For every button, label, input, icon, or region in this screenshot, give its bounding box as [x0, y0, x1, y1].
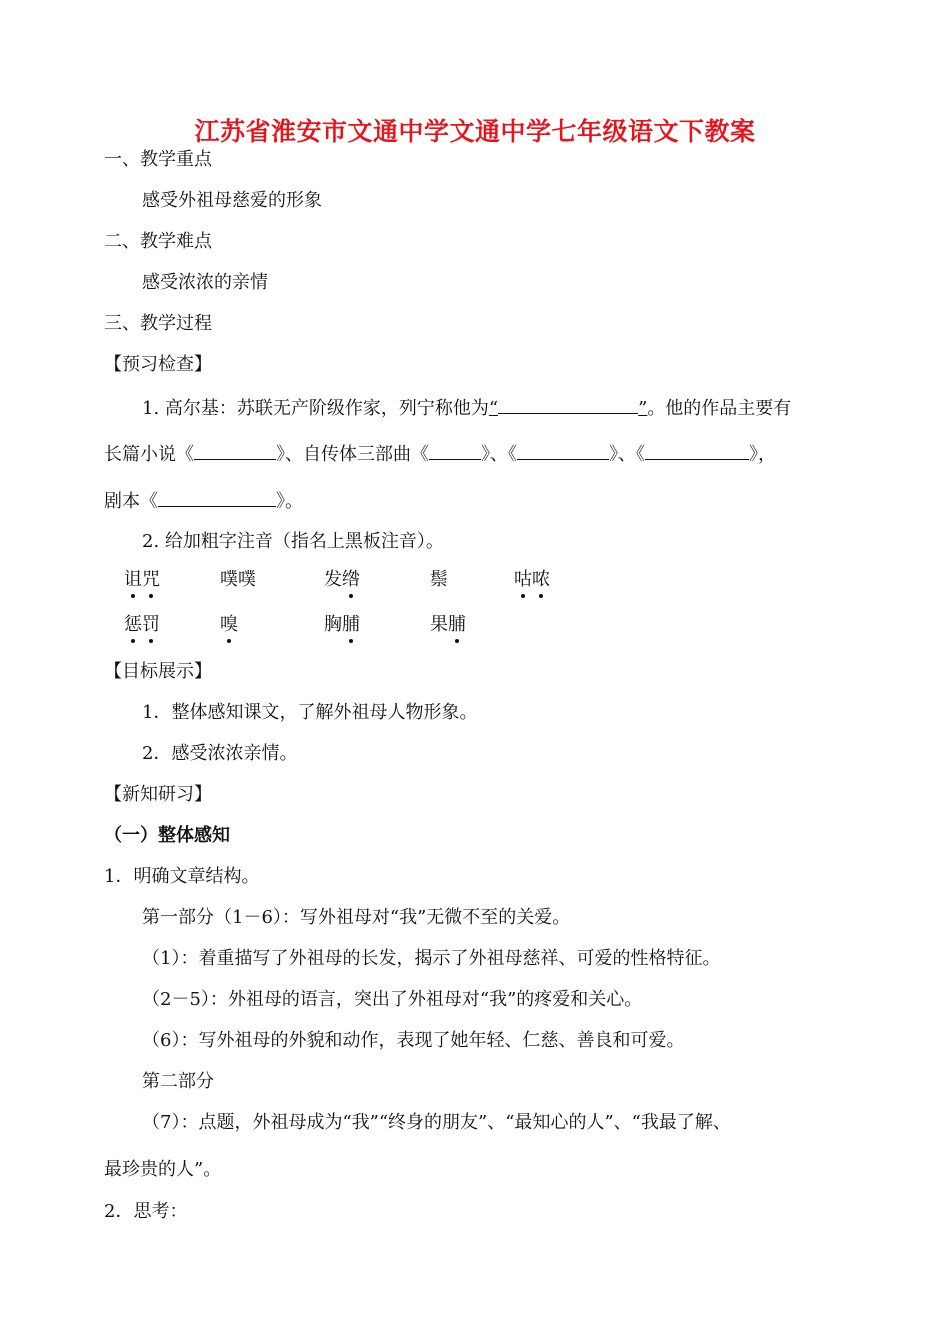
pinyin-word-8: 胸脯: [324, 614, 360, 635]
pinyin-word-1: 诅咒: [124, 569, 160, 590]
question-1-line-3: 剧本《 》。: [104, 488, 303, 514]
study-subheading: （一）整体感知: [104, 825, 230, 846]
study-point-1: 1．明确文章结构。: [104, 866, 260, 887]
blank-nickname[interactable]: [498, 395, 638, 414]
structure-part-1a: （1）：着重描写了外祖母的长发，揭示了外祖母慈祥、可爱的性格特征。: [142, 948, 721, 969]
key-points-content: 感受外祖母慈爱的形象: [142, 190, 322, 211]
difficulties-content: 感受浓浓的亲情: [142, 272, 268, 293]
pinyin-word-5: 咕哝: [514, 569, 550, 590]
question-1-line-1: 1. 高尔基：苏联无产阶级作家，列宁称他为“ ”。他的作品主要有: [142, 395, 791, 421]
structure-part-1: 第一部分（1－6）：写外祖母对“我”无微不至的关爱。: [142, 907, 571, 928]
goal-item: 1．整体感知课文，了解外祖母人物形象。: [142, 702, 478, 723]
question-2: 2. 给加粗字注音（指名上黑板注音）。: [142, 531, 444, 552]
pinyin-word-9: 果脯: [430, 614, 466, 635]
pinyin-word-4: 鬃: [430, 569, 448, 590]
structure-part-2b: 最珍贵的人”。: [104, 1159, 222, 1180]
document-title: 江苏省淮安市文通中学文通中学七年级语文下教案: [194, 117, 756, 146]
section-heading-key-points: 一、教学重点: [104, 149, 212, 170]
blank-play[interactable]: [158, 488, 276, 507]
study-point-2: 2．思考：: [104, 1201, 188, 1222]
study-heading: 【新知研习】: [104, 784, 212, 805]
structure-part-2: 第二部分: [142, 1071, 214, 1092]
blank-trilogy-3[interactable]: [645, 441, 749, 460]
pinyin-word-2: 噗噗: [220, 569, 256, 590]
question-1-line-2: 长篇小说《 》、自传体三部曲《 》、《 》、《 》，: [104, 441, 776, 467]
section-heading-process: 三、教学过程: [104, 313, 212, 334]
preview-heading: 【预习检查】: [104, 354, 212, 375]
pinyin-word-6: 惩罚: [124, 614, 160, 635]
blank-trilogy-2[interactable]: [517, 441, 609, 460]
blank-trilogy-1[interactable]: [429, 441, 481, 460]
pinyin-word-7: 嗅: [220, 614, 238, 635]
goals-heading: 【目标展示】: [104, 661, 212, 682]
structure-part-1b: （2－5）：外祖母的语言，突出了外祖母对“我”的疼爱和关心。: [142, 989, 643, 1010]
pinyin-word-3: 发绺: [324, 569, 360, 590]
blank-novel[interactable]: [194, 441, 276, 460]
structure-part-2a: （7）：点题，外祖母成为“我”“终身的朋友”、“最知心的人”、“我最了解、: [142, 1112, 731, 1133]
section-heading-difficulties: 二、教学难点: [104, 231, 212, 252]
structure-part-1c: （6）：写外祖母的外貌和动作，表现了她年轻、仁慈、善良和可爱。: [142, 1030, 685, 1051]
goal-item: 2．感受浓浓亲情。: [142, 743, 298, 764]
